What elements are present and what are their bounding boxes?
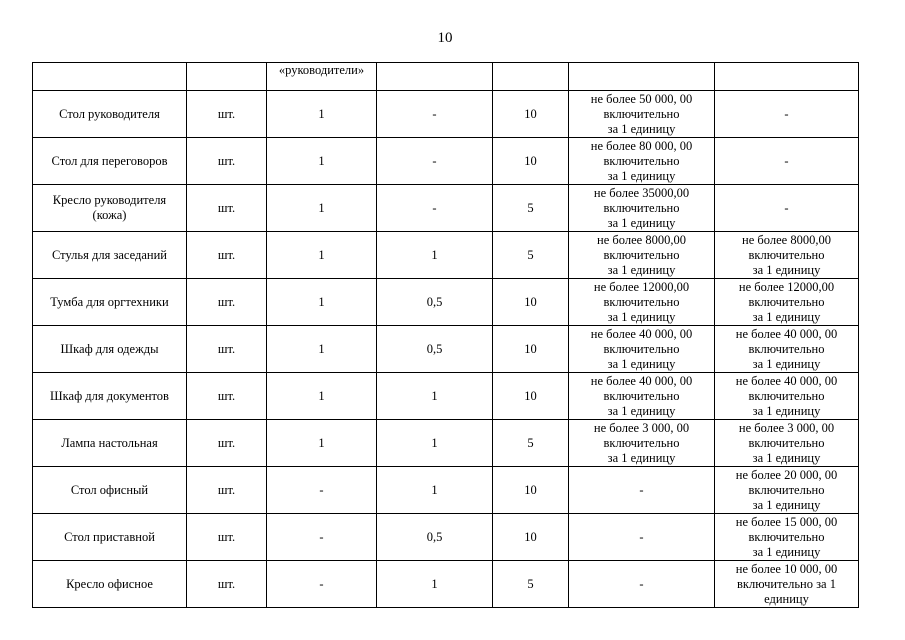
item-name-cell-text: Стол руководителя xyxy=(59,106,160,121)
quantity-cell xyxy=(267,91,377,138)
table-row xyxy=(33,467,859,514)
item-name-cell-text: Кресло офисное xyxy=(66,576,153,591)
quantity-cell-text: 1 xyxy=(431,482,438,497)
service-life-cell xyxy=(493,326,569,373)
quantity-cell-text: 1 xyxy=(318,435,325,450)
header-cell xyxy=(33,63,187,91)
unit-cell-text: шт. xyxy=(217,482,236,497)
quantity-cell xyxy=(377,467,493,514)
quantity-cell-text: 1 xyxy=(318,388,325,403)
service-life-cell xyxy=(493,232,569,279)
unit-cell xyxy=(187,138,267,185)
service-life-cell-text: 10 xyxy=(524,529,537,544)
item-name-cell xyxy=(33,561,187,608)
price-limit-cell-text: не более 40 000, 00 включительно за 1 единицу xyxy=(590,326,693,371)
quantity-cell-text: 1 xyxy=(431,388,438,403)
quantity-cell xyxy=(267,373,377,420)
quantity-cell xyxy=(267,420,377,467)
price-limit-cell-text: не более 40 000, 00 включительно за 1 единицу xyxy=(735,326,838,371)
unit-cell-text: шт. xyxy=(217,529,236,544)
price-limit-cell-text: не более 50 000, 00 включительно за 1 единицу xyxy=(590,91,693,136)
item-name-cell xyxy=(33,514,187,561)
unit-cell-text: шт. xyxy=(217,200,236,215)
item-name-cell-text: Тумба для оргтехники xyxy=(50,294,169,309)
item-name-cell-text: Лампа настольная xyxy=(61,435,158,450)
price-limit-cell-text: - xyxy=(639,482,644,497)
service-life-cell-text: 10 xyxy=(524,341,537,356)
price-limit-cell-text: не более 40 000, 00 включительно за 1 единицу xyxy=(735,373,838,418)
service-life-cell xyxy=(493,185,569,232)
price-limit-cell-text: - xyxy=(639,576,644,591)
unit-cell-text: шт. xyxy=(217,153,236,168)
table-row xyxy=(33,420,859,467)
quantity-cell xyxy=(377,420,493,467)
unit-cell xyxy=(187,467,267,514)
unit-cell xyxy=(187,279,267,326)
price-limit-cell xyxy=(715,373,859,420)
quantity-cell xyxy=(377,279,493,326)
price-limit-cell xyxy=(569,561,715,608)
service-life-cell xyxy=(493,91,569,138)
header-cell xyxy=(715,63,859,91)
item-name-cell-text: Шкаф для документов xyxy=(50,388,169,403)
price-limit-cell xyxy=(715,561,859,608)
quantity-cell-text: - xyxy=(432,106,437,121)
service-life-cell xyxy=(493,561,569,608)
quantity-cell xyxy=(267,561,377,608)
service-life-cell xyxy=(493,138,569,185)
quantity-cell-text: 1 xyxy=(431,247,438,262)
quantity-cell xyxy=(377,138,493,185)
quantity-cell-text: 0,5 xyxy=(426,529,443,544)
quantity-cell xyxy=(267,514,377,561)
unit-cell xyxy=(187,373,267,420)
service-life-cell-text: 5 xyxy=(527,576,534,591)
service-life-cell-text: 5 xyxy=(527,435,534,450)
unit-cell xyxy=(187,185,267,232)
service-life-cell xyxy=(493,467,569,514)
price-limit-cell-text: не более 35000,00 включительно за 1 единицу xyxy=(593,185,690,230)
quantity-cell xyxy=(267,326,377,373)
service-life-cell-text: 5 xyxy=(527,247,534,262)
quantity-cell-text: - xyxy=(319,482,324,497)
unit-cell xyxy=(187,232,267,279)
service-life-cell-text: 10 xyxy=(524,294,537,309)
price-limit-cell xyxy=(715,232,859,279)
price-limit-cell-text: не более 80 000, 00 включительно за 1 единицу xyxy=(590,138,693,183)
price-limit-cell-text: - xyxy=(784,106,789,121)
quantity-cell-text: 1 xyxy=(318,294,325,309)
quantity-cell-text: 0,5 xyxy=(426,341,443,356)
quantity-cell-text: - xyxy=(432,200,437,215)
unit-cell-text: шт. xyxy=(217,435,236,450)
price-limit-cell-text: не более 15 000, 00 включительно за 1 единицу xyxy=(735,514,838,559)
unit-cell-text: шт. xyxy=(217,341,236,356)
quantity-cell xyxy=(267,467,377,514)
quantity-cell-text: 1 xyxy=(318,247,325,262)
furniture-norms-table xyxy=(32,62,859,608)
item-name-cell-text: Шкаф для одежды xyxy=(60,341,159,356)
quantity-cell xyxy=(377,185,493,232)
item-name-cell-text: Стол для переговоров xyxy=(51,153,168,168)
price-limit-cell-text: не более 10 000, 00 включительно за 1 единицу xyxy=(735,561,838,606)
unit-cell xyxy=(187,91,267,138)
item-name-cell xyxy=(33,138,187,185)
price-limit-cell-text: - xyxy=(639,529,644,544)
unit-cell-text: шт. xyxy=(217,388,236,403)
item-name-cell xyxy=(33,185,187,232)
quantity-cell xyxy=(267,138,377,185)
quantity-cell xyxy=(377,514,493,561)
price-limit-cell xyxy=(569,91,715,138)
price-limit-cell-text: - xyxy=(784,200,789,215)
service-life-cell-text: 10 xyxy=(524,482,537,497)
service-life-cell xyxy=(493,420,569,467)
table-row xyxy=(33,138,859,185)
header-cell xyxy=(187,63,267,91)
service-life-cell xyxy=(493,514,569,561)
unit-cell xyxy=(187,561,267,608)
price-limit-cell xyxy=(715,326,859,373)
unit-cell-text: шт. xyxy=(217,106,236,121)
price-limit-cell-text: не более 12000,00 включительно за 1 единицу xyxy=(738,279,835,324)
quantity-cell-text: - xyxy=(319,529,324,544)
header-cell xyxy=(377,63,493,91)
price-limit-cell xyxy=(715,467,859,514)
price-limit-cell xyxy=(569,279,715,326)
item-name-cell xyxy=(33,326,187,373)
table-row xyxy=(33,91,859,138)
quantity-cell-text: 1 xyxy=(318,106,325,121)
header-cell xyxy=(493,63,569,91)
price-limit-cell xyxy=(715,279,859,326)
item-name-cell xyxy=(33,467,187,514)
item-name-cell xyxy=(33,373,187,420)
price-limit-cell xyxy=(569,514,715,561)
item-name-cell xyxy=(33,232,187,279)
item-name-cell xyxy=(33,420,187,467)
quantity-cell xyxy=(267,279,377,326)
price-limit-cell-text: не более 8000,00 включительно за 1 единицу xyxy=(597,232,686,277)
header-cell xyxy=(569,63,715,91)
price-limit-cell xyxy=(715,185,859,232)
price-limit-cell xyxy=(569,185,715,232)
quantity-cell-text: 1 xyxy=(318,341,325,356)
quantity-cell-text: - xyxy=(432,153,437,168)
quantity-cell-text: - xyxy=(319,576,324,591)
price-limit-cell-text: не более 20 000, 00 включительно за 1 единицу xyxy=(735,467,838,512)
price-limit-cell xyxy=(569,373,715,420)
page-number: 10 xyxy=(437,30,453,46)
table-row xyxy=(33,561,859,608)
quantity-cell-text: 1 xyxy=(431,435,438,450)
service-life-cell-text: 10 xyxy=(524,106,537,121)
quantity-cell-text: 1 xyxy=(431,576,438,591)
unit-cell xyxy=(187,326,267,373)
price-limit-cell xyxy=(715,420,859,467)
price-limit-cell xyxy=(569,420,715,467)
item-name-cell xyxy=(33,91,187,138)
unit-cell-text: шт. xyxy=(217,294,236,309)
table-row xyxy=(33,279,859,326)
item-name-cell xyxy=(33,279,187,326)
price-limit-cell xyxy=(569,232,715,279)
table-row xyxy=(33,232,859,279)
unit-cell xyxy=(187,420,267,467)
service-life-cell-text: 10 xyxy=(524,388,537,403)
unit-cell xyxy=(187,514,267,561)
quantity-cell-text: 1 xyxy=(318,200,325,215)
table-row xyxy=(33,514,859,561)
quantity-cell xyxy=(377,373,493,420)
price-limit-cell-text: не более 3 000, 00 включительно за 1 единицу xyxy=(593,420,690,465)
service-life-cell-text: 5 xyxy=(527,200,534,215)
quantity-cell xyxy=(377,232,493,279)
unit-cell-text: шт. xyxy=(217,576,236,591)
price-limit-cell xyxy=(569,326,715,373)
price-limit-cell xyxy=(715,514,859,561)
price-limit-cell-text: не более 3 000, 00 включительно за 1 единицу xyxy=(738,420,835,465)
table-row xyxy=(33,326,859,373)
item-name-cell-text: Кресло руководителя (кожа) xyxy=(52,193,167,222)
quantity-cell xyxy=(267,232,377,279)
price-limit-cell-text: не более 40 000, 00 включительно за 1 единицу xyxy=(590,373,693,418)
service-life-cell xyxy=(493,279,569,326)
quantity-cell xyxy=(267,185,377,232)
header-cell: «руководители» xyxy=(267,63,377,91)
service-life-cell xyxy=(493,373,569,420)
price-limit-cell xyxy=(569,138,715,185)
item-name-cell-text: Стол офисный xyxy=(70,482,149,497)
price-limit-cell xyxy=(715,138,859,185)
price-limit-cell-text: - xyxy=(784,153,789,168)
quantity-cell xyxy=(377,326,493,373)
quantity-cell-text: 1 xyxy=(318,153,325,168)
quantity-cell xyxy=(377,91,493,138)
table-row xyxy=(33,185,859,232)
price-limit-cell-text: не более 12000,00 включительно за 1 единицу xyxy=(593,279,690,324)
table-row xyxy=(33,373,859,420)
unit-cell-text: шт. xyxy=(217,247,236,262)
item-name-cell-text: Стол приставной xyxy=(64,529,155,544)
item-name-cell-text: Стулья для заседаний xyxy=(51,247,167,262)
quantity-cell xyxy=(377,561,493,608)
quantity-cell-text: 0,5 xyxy=(426,294,443,309)
price-limit-cell xyxy=(569,467,715,514)
table-header-row xyxy=(33,63,859,91)
service-life-cell-text: 10 xyxy=(524,153,537,168)
price-limit-cell xyxy=(715,91,859,138)
price-limit-cell-text: не более 8000,00 включительно за 1 единицу xyxy=(742,232,831,277)
